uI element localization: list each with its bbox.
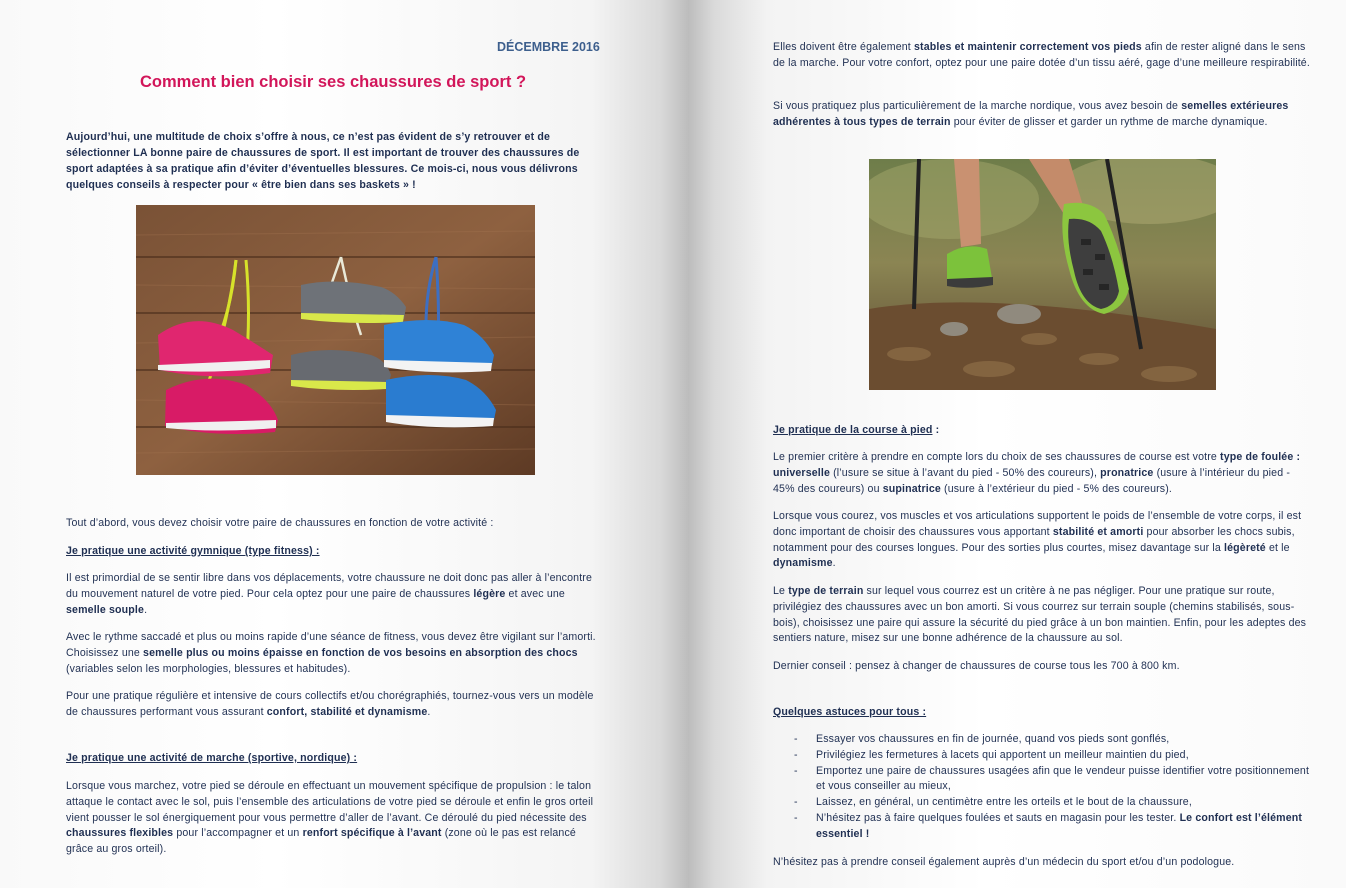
running-paragraph-1: Le premier critère à prendre en compte lors du choix de ses chaussures de course est votre type de foulée : universelle (l’usure se situe à l’avant du pied - 50% des coureurs), pronatrice (usure à l’intérieur du pied - 45% des coureurs) ou supinatrice (usure à l’extérieur du pied - 5% des coureurs).: [773, 451, 1301, 495]
running-paragraph-2: Lorsque vous courez, vos muscles et vos articulations supportent le poids de l’ensemble de votre corps, il est donc important de choisir des chaussures vous apportant stabilité et amorti pour absorber les chocs subis, notamment pour des courses longues. Pour des sorties plus courtes, misez davantage sur la légèreté et le dynamisme.: [773, 510, 1302, 570]
nordic-walking-photo: [869, 159, 1216, 390]
running-paragraph-4: Dernier conseil : pensez à changer de chaussures de course tous les 700 à 800 km.: [773, 660, 1180, 672]
fitness-paragraph-1: Il est primordial de se sentir libre dans vos déplacements, votre chaussure ne doit donc pas aller à l’encontre du mouvement naturel de votre pied. Pour cela optez pour une paire de chaussures légère et avec une semelle souple.: [66, 572, 593, 616]
running-heading: Je pratique de la course à pied :: [773, 424, 940, 436]
article-title: Comment bien choisir ses chaussures de sport ?: [140, 73, 527, 91]
intro-paragraph: Aujourd’hui, une multitude de choix s’offre à nous, ce n’est pas évident de s’y retrouver et de sélectionner LA bonne paire de chaussures de sport. Il est important de trouver des chaussures de sport adaptées à sa pratique afin d’éviter d’éventuelles blessures. Ce mois-ci, nous vous délivrons quelques conseils à respecter pour « être bien dans ses baskets » !: [66, 131, 580, 191]
fitness-paragraph-2: Avec le rythme saccadé et plus ou moins rapide d’une séance de fitness, vous devez être vigilant sur l’amorti. Choisissez une semelle plus ou moins épaisse en fonction de vos besoins en absorption des chocs (variables selon les morphologies, blessures et habitudes).: [66, 631, 596, 675]
list-item: - Laissez, en général, un centimètre entre les orteils et le bout de la chaussure,: [794, 795, 1314, 811]
issue-date: DÉCEMBRE 2016: [497, 40, 600, 54]
tips-list: [794, 732, 1314, 843]
list-item: - Emportez une paire de chaussures usagées afin que le vendeur puisse identifier votre positionnement et vous conseiller au mieux,: [794, 764, 1314, 796]
sneakers-photo: [136, 205, 535, 475]
closing-paragraph: N’hésitez pas à prendre conseil également auprès d’un médecin du sport et/ou d’un podologue.: [773, 856, 1235, 868]
list-item: - Privilégiez les fermetures à lacets qui apportent un meilleur maintien du pied,: [794, 748, 1314, 764]
walking-paragraph-3: Si vous pratiquez plus particulièrement de la marche nordique, vous avez besoin de semelles extérieures adhérentes à tous types de terrain pour éviter de glisser et garder un rythme de marche dynamique.: [773, 100, 1289, 128]
fitness-paragraph-3: Pour une pratique régulière et intensive de cours collectifs et/ou chorégraphiés, tournez-vous vers un modèle de chaussures performant vous assurant confort, stabilité et dynamisme.: [66, 690, 594, 718]
tips-heading: Quelques astuces pour tous :: [773, 706, 927, 718]
fitness-heading: Je pratique une activité gymnique (type fitness) :: [66, 545, 320, 557]
list-item: - N’hésitez pas à faire quelques foulées et sauts en magasin pour les tester. Le confort est l’élément essentiel !: [794, 811, 1314, 843]
running-paragraph-3: Le type de terrain sur lequel vous courrez est un critère à ne pas négliger. Pour une pratique sur route, privilégiez des chaussures avec un bon amorti. Si vous courrez sur terrain souple (chemins stabilisés, sous-bois), choisissez une paire qui assure la sécurité du pied grâce à un bon maintien. Enfin, pour les adeptes des sentiers nature, misez sur une bonne adhérence de la chaussure au sol.: [773, 585, 1307, 645]
walking-heading: Je pratique une activité de marche (sportive, nordique) :: [66, 752, 358, 764]
list-item: - Essayer vos chaussures en fin de journée, quand vos pieds sont gonflés,: [794, 732, 1314, 748]
right-page: [688, 0, 1346, 888]
walking-paragraph-1: Lorsque vous marchez, votre pied se déroule en effectuant un mouvement spécifique de propulsion : le talon attaque le contact avec le sol, puis l’ensemble des articulations de votre pied se déroule et enfin le gros orteil vient pousser le sol énergiquement pour vous permettre d’aller de l’avant. Ce déroulé du pied nécessite des chaussures flexibles pour l’accompagner et un renfort spécifique à l’avant (zone où le pas est relancé grâce au gros orteil).: [66, 780, 594, 856]
walking-paragraph-2: Elles doivent être également stables et maintenir correctement vos pieds afin de rester aligné dans le sens de la marche. Pour votre confort, optez pour une paire dotée d’un tissu aéré, gage d’une meilleure respirabilité.: [773, 41, 1310, 69]
lead-paragraph: Tout d’abord, vous devez choisir votre paire de chaussures en fonction de votre activité :: [66, 517, 494, 529]
